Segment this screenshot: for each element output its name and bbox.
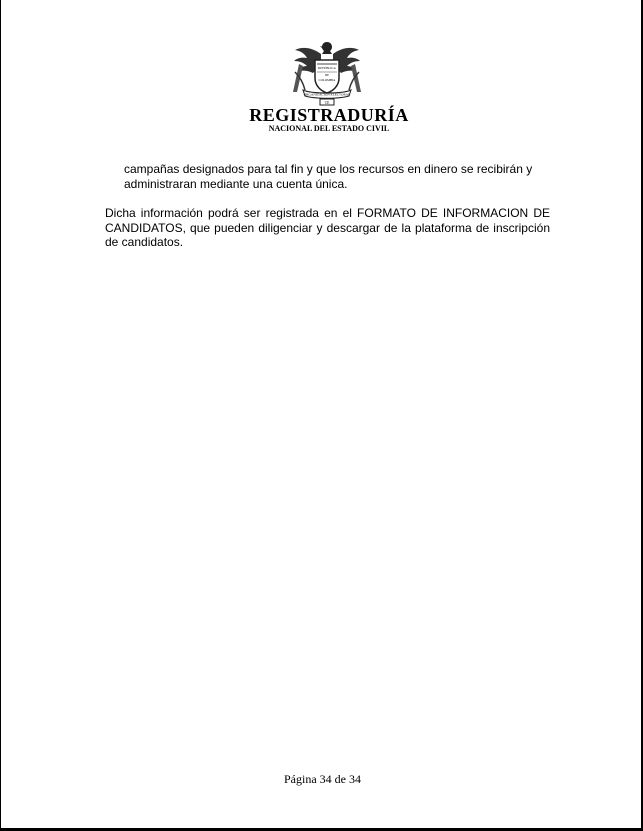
organization-subtitle: NACIONAL DEL ESTADO CIVIL [268,124,390,133]
svg-text:CE: CE [324,100,330,105]
svg-text:ORGANIZACIÓN ELECTORAL: ORGANIZACIÓN ELECTORAL [303,92,351,97]
coat-of-arms-emblem-icon [287,38,367,106]
page-header [1,38,643,138]
svg-text:REPÚBLICA: REPÚBLICA [318,66,336,70]
body-paragraph-1: campañas designados para tal fin y que los recursos en dinero se recibirán y administraran mediante una cuenta única. [124,162,533,191]
organization-name: REGISTRADURÍA [249,105,409,125]
page-number: Página 34 de 34 [284,772,361,786]
body-paragraph-2: Dicha información podrá ser registrada en el FORMATO DE INFORMACION DE CANDIDATOS, que pueden diligenciar y descargar de la plataforma de inscripción de candidatos. [105,206,550,249]
svg-text:DE: DE [325,73,329,77]
svg-text:COLOMBIA: COLOMBIA [318,78,336,82]
